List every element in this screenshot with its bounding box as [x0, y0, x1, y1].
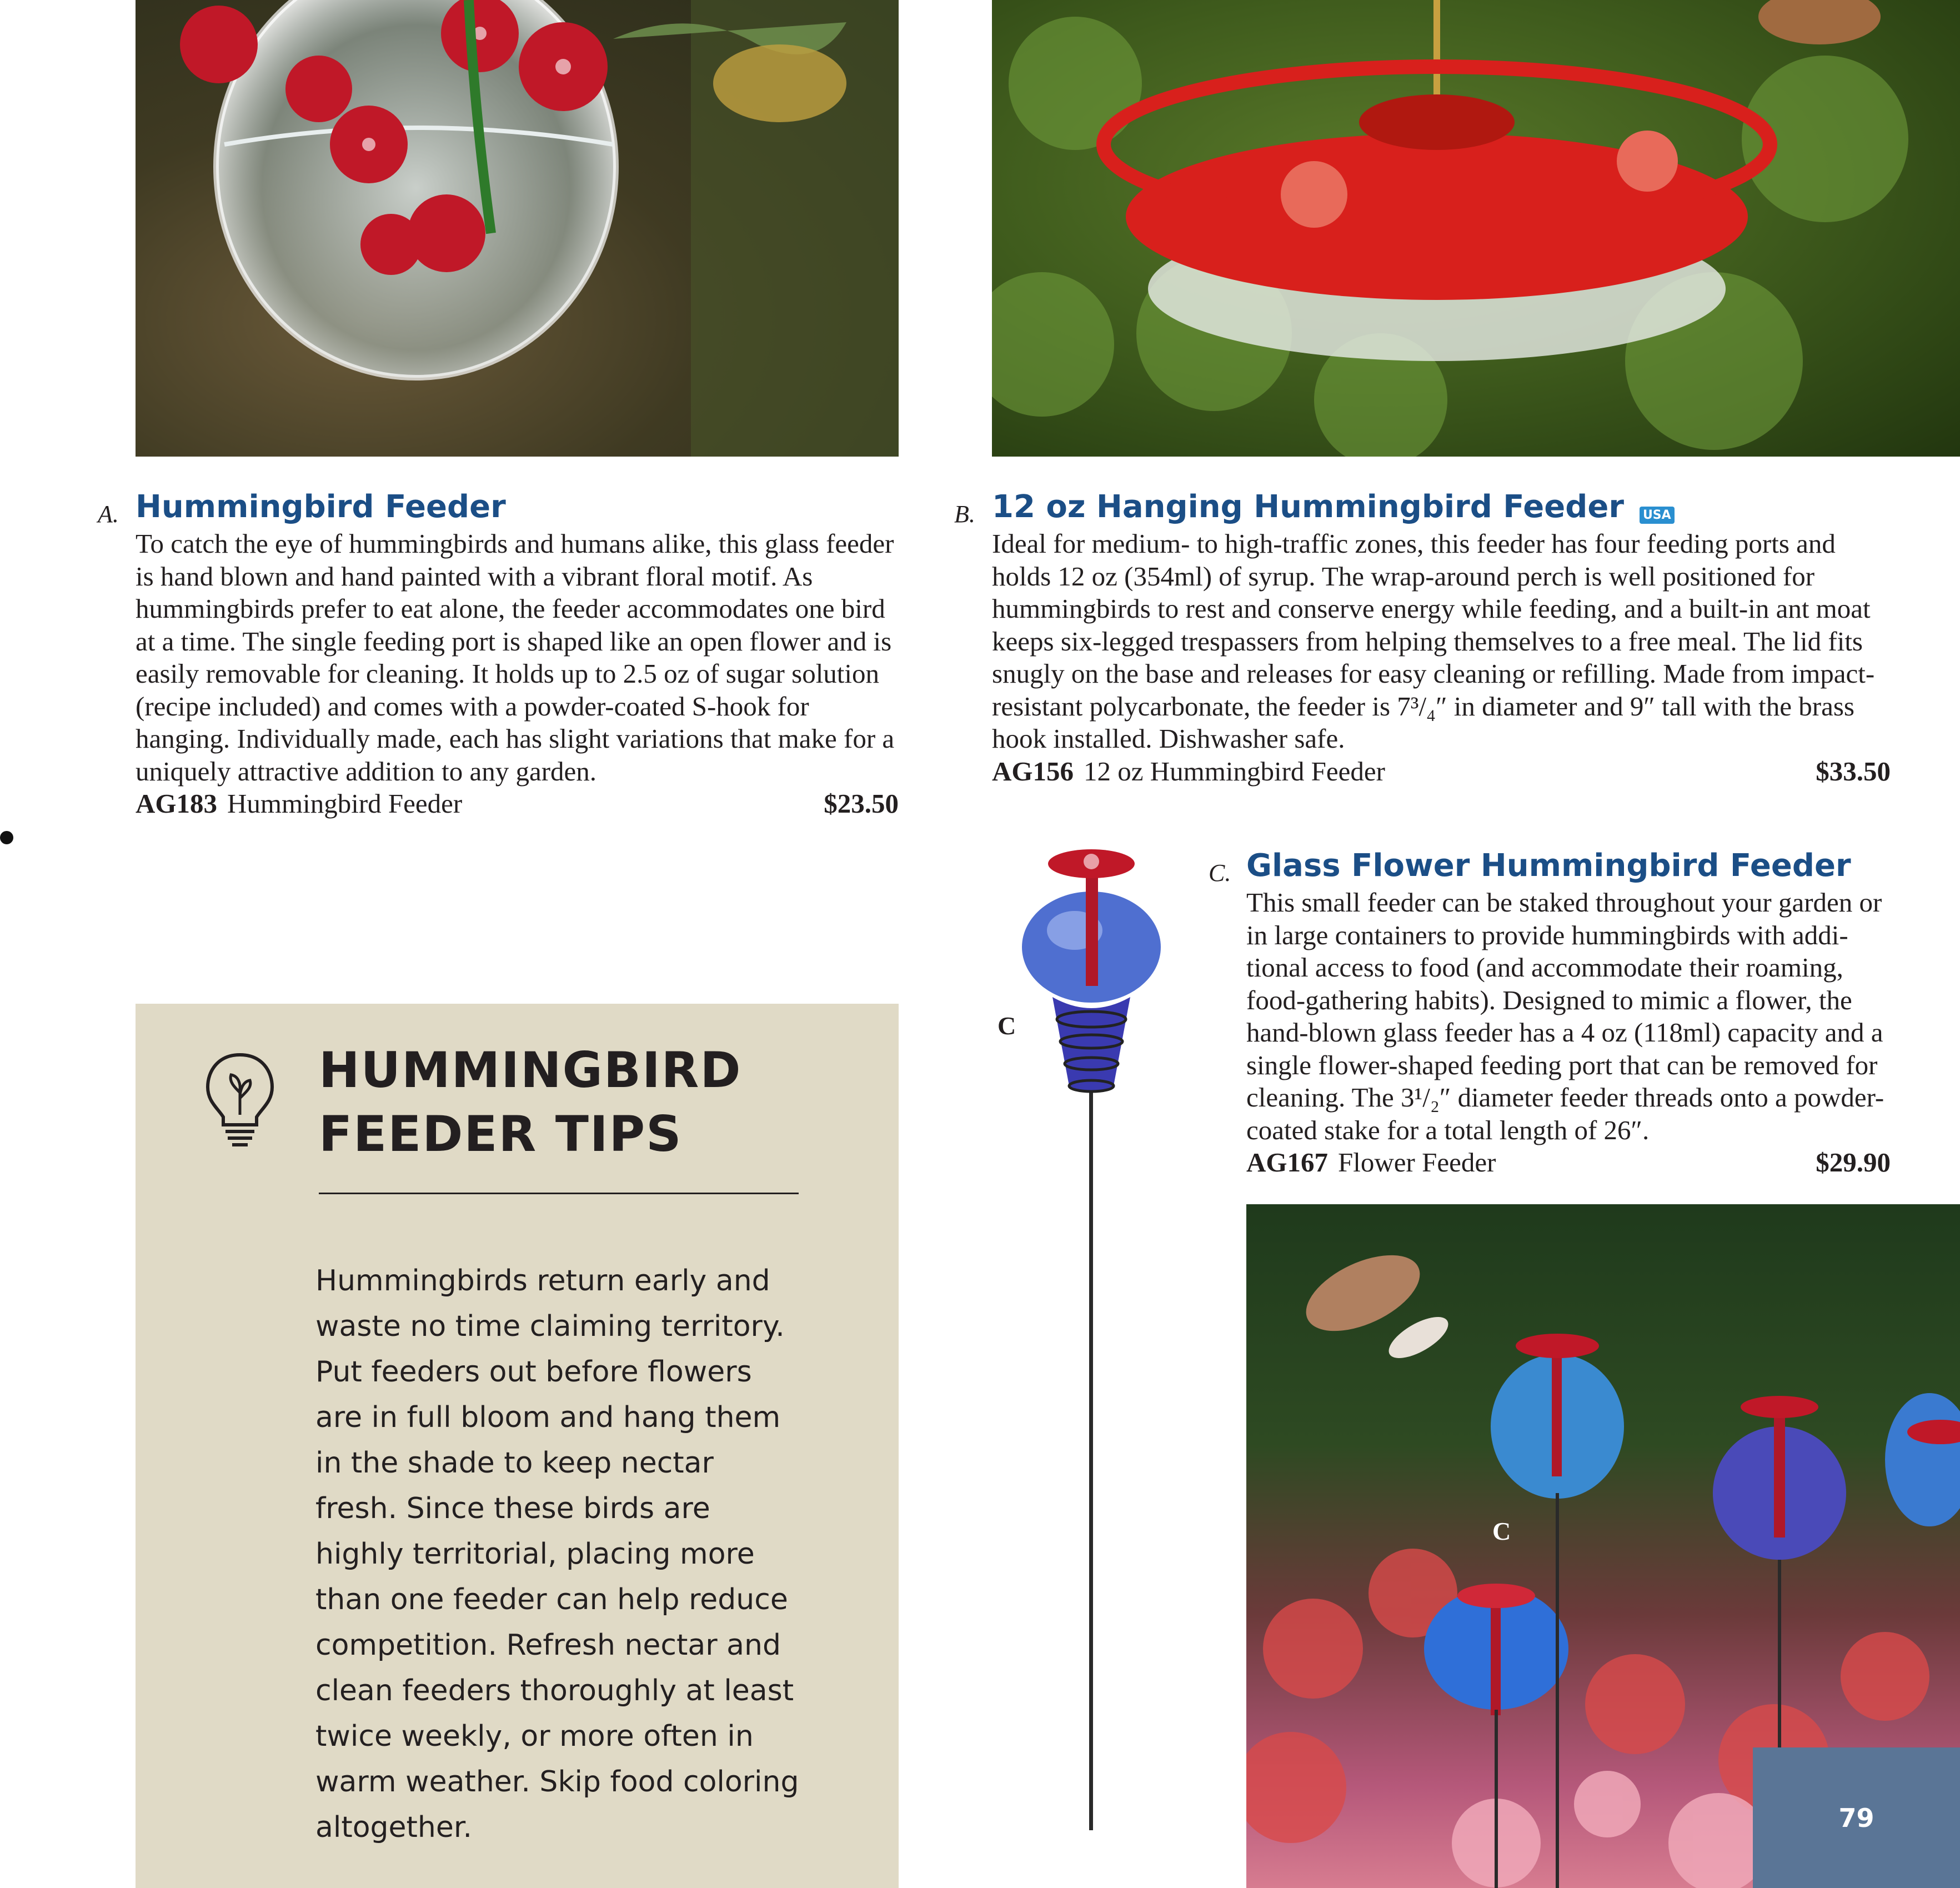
photo-hanging-feeder — [992, 0, 1960, 457]
glass-feeder-illustration — [136, 0, 899, 457]
made-in-usa-badge: USA — [1640, 507, 1675, 524]
item-letter: B. — [954, 500, 975, 528]
product-b — [954, 489, 1891, 788]
sku-name: Hummingbird Feeder — [227, 788, 463, 819]
product-c — [1209, 848, 1891, 1179]
sku-name: Flower Feeder — [1338, 1147, 1496, 1178]
item-letter: A. — [98, 500, 119, 528]
sku-code: AG167 — [1246, 1147, 1328, 1178]
image-label-c: C — [997, 1011, 1016, 1040]
stake-feeder-illustration — [997, 842, 1186, 1841]
sku-name: 12 oz Hummingbird Feeder — [1084, 755, 1385, 787]
price: $23.50 — [824, 788, 899, 819]
item-letter: C. — [1209, 859, 1231, 887]
price: $33.50 — [1816, 755, 1891, 787]
product-a — [98, 489, 899, 820]
tips-title — [319, 1038, 742, 1166]
price: $29.90 — [1816, 1147, 1891, 1178]
margin-dot — [0, 831, 13, 844]
sku-code: AG183 — [136, 788, 217, 819]
lightbulb-icon — [201, 1048, 279, 1148]
tips-body: Hummingbirds return early and waste no time claiming territory. Put feeders out before flowers are in full bloom and hang them in the shade to keep nectar fresh. Since these birds are highly territorial, placing more than one feeder can help reduce competition. Refresh nectar and clean feeders thoroughly at least twice weekly, or more often in warm weather. Skip food coloring altogether. — [315, 1264, 799, 1844]
product-title: 12 oz Hanging Hummingbird Feeder — [992, 489, 1624, 525]
product-description: This small feeder can be staked throughout your garden or in large containers to provide hummingbirds with addi-tional access to food (and accommodate their roaming, food-gathering habits). Designed to mimic a flower, the hand-blown glass feeder has a 4 oz (118ml) capacity and a single flower-shaped feeding port that can be removed for cleaning. The 3¹/₂″ diameter feeder threads onto a powder-coated stake for a total length of 26″. — [1246, 887, 1884, 1145]
red-feeder-illustration — [992, 0, 1960, 457]
photo-label-c: C — [1492, 1517, 1511, 1545]
product-title: Glass Flower Hummingbird Feeder — [1246, 848, 1851, 884]
product-description: Ideal for medium- to high-traffic zones, this feeder has four feeding ports and holds 12 oz (354ml) of syrup. The wrap-around perch is well positioned for hummingbirds to rest and conserve energy while feeding, and a built-in ant moat keeps six-legged trespassers from helping themselves to a free meal. The lid fits snugly on the base and releases for easy cleaning or refilling. Made from impact-resistant polycarbonate, the feeder is 7³/₄″ in diameter and 9″ tall with the brass hook installed. Dishwasher safe. — [992, 528, 1875, 754]
photo-hummingbird-feeder — [136, 0, 899, 457]
sku-code: AG156 — [992, 755, 1074, 787]
product-title: Hummingbird Feeder — [136, 489, 506, 525]
tips-divider — [319, 1193, 799, 1194]
tips-title-line2: FEEDER TIPS — [319, 1105, 683, 1163]
flower-feeder-product-image — [997, 842, 1186, 1841]
page-number: 79 — [1753, 1747, 1960, 1888]
product-description: To catch the eye of hummingbirds and humans alike, this glass feeder is hand blown and hand painted with a vibrant floral motif. As hummingbirds prefer to eat alone, the feeder accommodates one bird at a time. The single feeding port is shaped like an open flower and is easily removable for cleaning. It holds up to 2.5 oz of sugar solution (recipe included) and comes with a powder-coated S-hook for hanging. Individually made, each has slight variations that make for a uniquely attractive addition to any garden. — [136, 528, 895, 787]
feeder-tips-box — [136, 1004, 899, 1888]
tips-title-line1: HUMMINGBIRD — [319, 1041, 742, 1099]
